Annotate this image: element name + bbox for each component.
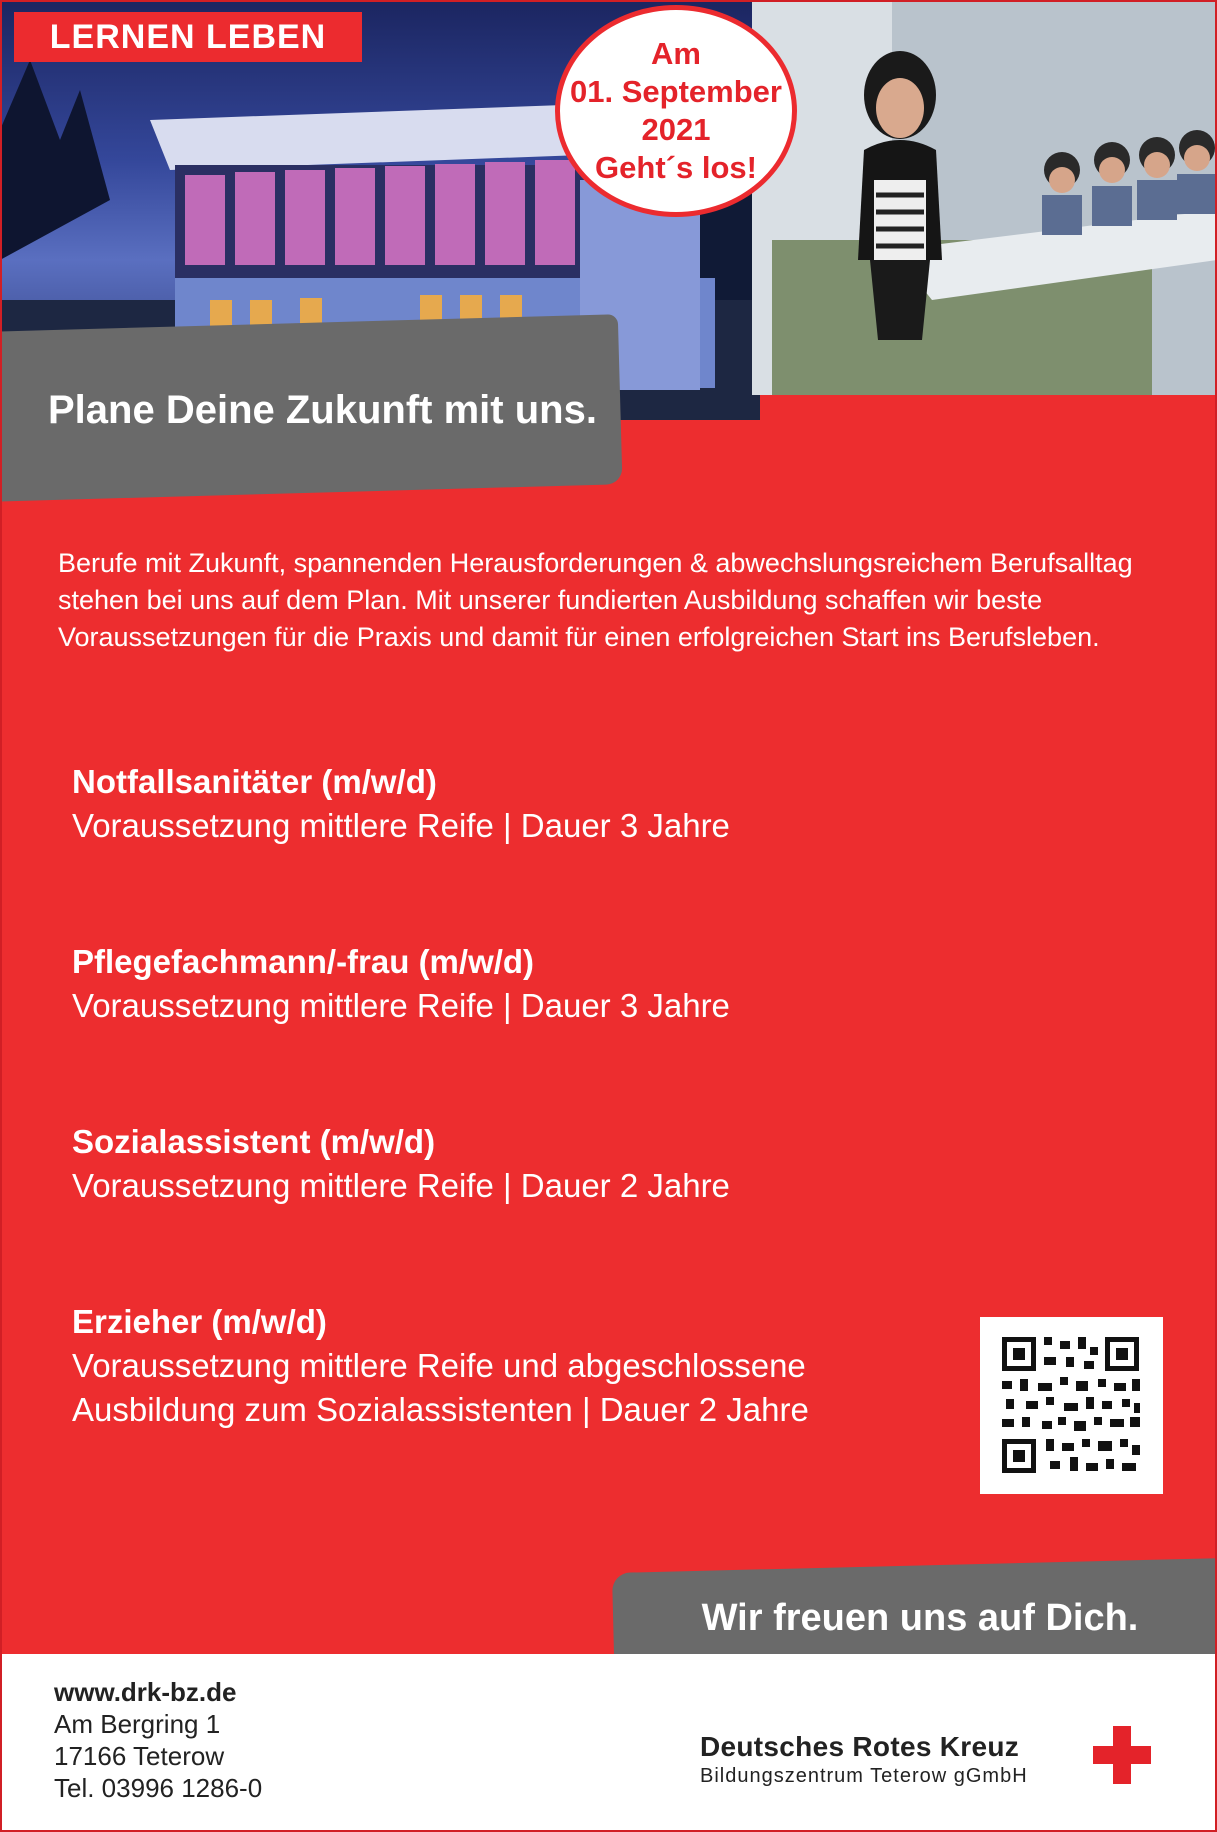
course-sozialassistent: [72, 1120, 972, 1208]
badge-line-4: Geht´s los!: [595, 150, 757, 185]
badge-line-1: Am: [651, 36, 701, 71]
course-title: Sozialassistent (m/w/d): [72, 1123, 436, 1160]
course-title: Erzieher (m/w/d): [72, 1303, 327, 1340]
course-requirements: Voraussetzung mittlere Reife | Dauer 3 Jahre: [72, 807, 730, 844]
address-city: 17166 Teterow: [54, 1741, 225, 1771]
course-requirements: Voraussetzung mittlere Reife und abgeschlossene Ausbildung zum Sozialassistenten | Dauer 2 Jahre: [72, 1347, 809, 1428]
course-title: Pflegefachmann/-frau (m/w/d): [72, 943, 535, 980]
closing-slogan: Wir freuen uns auf Dich.: [701, 1597, 1139, 1639]
brand-name: Deutsches Rotes Kreuz: [700, 1731, 1020, 1762]
course-requirements: Voraussetzung mittlere Reife | Dauer 3 Jahre: [72, 987, 730, 1024]
start-date-badge: [555, 5, 797, 217]
lernen-leben-tag: LERNEN LEBEN: [14, 12, 362, 62]
course-requirements: Voraussetzung mittlere Reife | Dauer 2 Jahre: [72, 1167, 730, 1204]
badge-line-2: 01. September: [570, 74, 782, 109]
page-headline: Plane Deine Zukunft mit uns.: [48, 388, 597, 432]
phone-number: Tel. 03996 1286-0: [54, 1773, 263, 1803]
brand-subtitle: Bildungszentrum Teterow gGmbH: [700, 1765, 1028, 1787]
course-notfallsanitaeter: [72, 760, 972, 848]
course-erzieher: [72, 1300, 932, 1432]
badge-line-3: 2021: [641, 112, 711, 147]
course-title: Notfallsanitäter (m/w/d): [72, 763, 437, 800]
classroom-photo: [752, 0, 1217, 395]
intro-text: Berufe mit Zukunft, spannenden Herausforderungen & abwechslungsreichem Berufsalltag stehen bei uns auf dem Plan. Mit unserer fundierten Ausbildung schaffen wir beste Voraussetzungen für die Praxis und damit für einen erfolgreichen Start ins Berufsleben.: [58, 548, 1133, 652]
website-link[interactable]: www.drk-bz.de: [54, 1677, 237, 1707]
classroom-illustration: [752, 0, 1217, 395]
qr-code-icon: [980, 1317, 1163, 1494]
red-cross-icon: [1093, 1726, 1151, 1784]
brand-block: [700, 1730, 1028, 1788]
contact-info: [54, 1676, 262, 1804]
address-street: Am Bergring 1: [54, 1709, 221, 1739]
qr-code[interactable]: [980, 1317, 1163, 1494]
course-pflegefachmann: [72, 940, 972, 1028]
